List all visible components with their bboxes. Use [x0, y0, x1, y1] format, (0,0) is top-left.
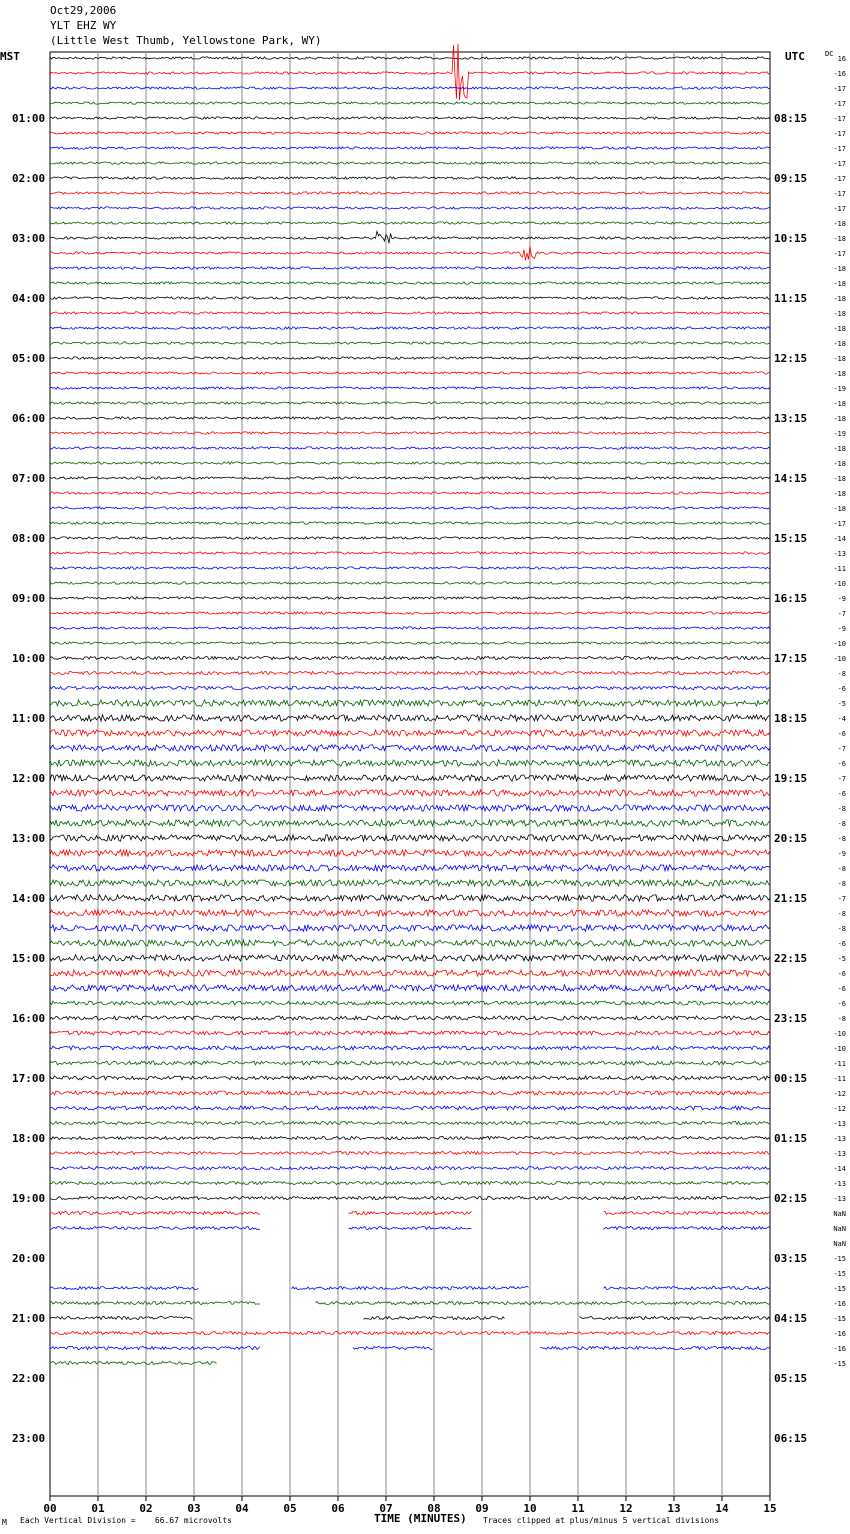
seismic-trace [50, 1061, 770, 1065]
seismic-trace [50, 312, 770, 314]
dc-offset-value: -10 [833, 580, 846, 588]
seismic-trace [50, 387, 770, 389]
seismic-trace [50, 57, 770, 59]
dc-offset-value: -6 [837, 760, 846, 768]
seismic-trace [50, 940, 770, 946]
dc-offset-value: -5 [837, 700, 846, 708]
right-hour-label: 10:15 [774, 232, 808, 245]
seismic-trace [50, 985, 770, 991]
x-tick-label: 01 [91, 1502, 105, 1515]
dc-offset-value: -18 [833, 370, 846, 378]
dc-offset-value: -17 [833, 205, 846, 213]
dc-offset-value: -8 [837, 865, 846, 873]
left-hour-label: 13:00 [12, 832, 46, 845]
station-location: (Little West Thumb, Yellowstone Park, WY) [50, 34, 322, 47]
seismic-trace [50, 671, 770, 674]
dc-offset-value: -17 [833, 130, 846, 138]
dc-offset-value: -9 [837, 625, 846, 633]
dc-offset-value: -18 [833, 355, 846, 363]
x-tick-label: 06 [331, 1502, 345, 1515]
dc-offset-value: -18 [833, 415, 846, 423]
seismic-trace [50, 1106, 770, 1110]
right-hour-label: 02:15 [774, 1192, 808, 1205]
seismic-trace [50, 805, 770, 811]
dc-offset-value: -16 [833, 1300, 846, 1308]
dc-offset-value: -13 [833, 1180, 846, 1188]
left-hour-label: 12:00 [12, 772, 46, 785]
dc-offset-value: -18 [833, 505, 846, 513]
left-hour-label: 01:00 [12, 112, 46, 125]
dc-offset-value: -7 [837, 745, 846, 753]
seismic-trace [50, 357, 770, 359]
x-tick-label: 10 [523, 1502, 537, 1515]
left-hour-label: 16:00 [12, 1012, 46, 1025]
x-tick-label: 08 [427, 1502, 441, 1515]
seismic-trace [50, 417, 770, 419]
dc-offset-value: -16 [833, 70, 846, 78]
dc-offset-value: -14 [833, 1165, 846, 1173]
dc-offset-value: -18 [833, 400, 846, 408]
dc-offset-value: -18 [833, 265, 846, 273]
dc-offset-value: -13 [833, 1150, 846, 1158]
dc-offset-value: -18 [833, 220, 846, 228]
station-code: YLT EHZ WY [50, 19, 117, 32]
dc-offset-value: -13 [833, 1120, 846, 1128]
left-hour-label: 03:00 [12, 232, 46, 245]
dc-offset-value: -6 [837, 730, 846, 738]
seismic-trace [50, 1016, 770, 1020]
x-tick-label: 09 [475, 1502, 489, 1515]
seismic-trace [50, 132, 770, 134]
left-hour-label: 14:00 [12, 892, 46, 905]
dc-offset-value: -8 [837, 835, 846, 843]
x-tick-label: 12 [619, 1502, 633, 1515]
dc-offset-value: -6 [837, 685, 846, 693]
seismic-trace [50, 507, 770, 509]
seismic-trace [50, 147, 770, 149]
seismic-trace [50, 880, 770, 886]
left-hour-label: 21:00 [12, 1312, 46, 1325]
dc-offset-value: -18 [833, 340, 846, 348]
seismic-trace [50, 327, 770, 329]
left-hour-label: 09:00 [12, 592, 46, 605]
record-date: Oct29,2006 [50, 4, 117, 17]
dc-offset-value: -17 [833, 145, 846, 153]
x-tick-label: 15 [763, 1502, 777, 1515]
seismic-trace [50, 1151, 770, 1154]
corner-mark: M [2, 1518, 7, 1527]
seismic-trace [50, 1196, 770, 1199]
dc-offset-value: -8 [837, 805, 846, 813]
x-tick-label: 14 [715, 1502, 729, 1515]
seismic-trace [50, 102, 770, 104]
dc-offset-value: -7 [837, 610, 846, 618]
left-hour-label: 22:00 [12, 1372, 46, 1385]
right-hour-label: 14:15 [774, 472, 808, 485]
dc-offset-value: -18 [833, 295, 846, 303]
seismic-trace [50, 730, 770, 736]
dc-offset-value: -9 [837, 850, 846, 858]
seismic-trace [50, 1121, 770, 1124]
left-hour-label: 02:00 [12, 172, 46, 185]
vertical-scale-note: Each Vertical Division = 66.67 microvolts [20, 1516, 232, 1525]
seismic-trace [50, 597, 770, 599]
seismic-trace [50, 1331, 770, 1334]
x-tick-label: 03 [187, 1502, 201, 1515]
left-hour-label: 18:00 [12, 1132, 46, 1145]
right-hour-label: 03:15 [774, 1252, 808, 1265]
seismic-trace [50, 715, 770, 721]
seismic-trace [50, 850, 770, 856]
seismic-trace [50, 970, 770, 976]
dc-offset-value: -18 [833, 475, 846, 483]
dc-offset-value: -8 [837, 910, 846, 918]
dc-offset-value: -17 [833, 190, 846, 198]
x-tick-label: 07 [379, 1502, 393, 1515]
seismic-trace [50, 1046, 770, 1050]
seismic-trace [50, 372, 770, 374]
dc-offset-value: -18 [833, 490, 846, 498]
x-tick-label: 13 [667, 1502, 681, 1515]
dc-offset-value: -9 [837, 595, 846, 603]
dc-offset-value: -8 [837, 1015, 846, 1023]
dc-offset-value: -15 [833, 1360, 846, 1368]
right-hour-label: 00:15 [774, 1072, 808, 1085]
seismic-trace [50, 686, 770, 689]
seismic-trace [50, 642, 770, 644]
seismic-trace [50, 297, 770, 299]
dc-offset-value: -17 [833, 520, 846, 528]
dc-offset-value: -15 [833, 1285, 846, 1293]
seismic-trace [50, 955, 770, 961]
left-hour-label: 06:00 [12, 412, 46, 425]
seismic-trace [50, 925, 770, 931]
right-hour-label: 11:15 [774, 292, 808, 305]
seismic-trace [50, 1316, 770, 1319]
dc-offset-value: -16 [833, 1345, 846, 1353]
seismic-trace [50, 162, 770, 164]
dc-offset-value: -7 [837, 895, 846, 903]
seismic-trace [50, 87, 770, 89]
dc-offset-value: -13 [833, 1195, 846, 1203]
seismic-trace [50, 1361, 217, 1364]
left-hour-label: 19:00 [12, 1192, 46, 1205]
seismic-trace [50, 192, 770, 194]
seismic-trace [50, 865, 770, 871]
seismic-trace [50, 1031, 770, 1035]
seismic-trace [50, 775, 770, 781]
dc-offset-value: -4 [837, 715, 846, 723]
seismic-trace [50, 790, 770, 796]
dc-offset-value: -18 [833, 460, 846, 468]
seismic-trace [50, 177, 770, 179]
dc-offset-value: -17 [833, 85, 846, 93]
seismic-trace [50, 1136, 770, 1139]
right-hour-label: 15:15 [774, 532, 808, 545]
left-hour-label: 15:00 [12, 952, 46, 965]
dc-offset-header: DC [825, 50, 834, 58]
dc-offset-value: -19 [833, 430, 846, 438]
dc-offset-value: -17 [833, 175, 846, 183]
dc-offset-value: -17 [833, 250, 846, 258]
seismic-trace [50, 282, 770, 284]
dc-offset-value: -13 [833, 550, 846, 558]
right-hour-label: 23:15 [774, 1012, 808, 1025]
seismic-trace [50, 835, 770, 841]
seismic-trace [50, 1226, 770, 1229]
dc-offset-value: -12 [833, 1090, 846, 1098]
seismic-trace [50, 627, 770, 629]
right-hour-label: 18:15 [774, 712, 808, 725]
dc-offset-value: -11 [833, 1075, 846, 1083]
x-axis-label: TIME (MINUTES) [374, 1512, 467, 1525]
dc-offset-value: -6 [837, 1000, 846, 1008]
seismic-trace [50, 582, 770, 584]
seismic-trace [50, 910, 770, 916]
x-tick-label: 11 [571, 1502, 585, 1515]
right-timezone-label: UTC [785, 50, 805, 63]
seismic-trace [50, 1301, 770, 1304]
x-tick-label: 04 [235, 1502, 249, 1515]
seismic-trace [50, 895, 770, 901]
dc-offset-value: -18 [833, 310, 846, 318]
right-hour-label: 01:15 [774, 1132, 808, 1145]
dc-offset-value: -18 [833, 235, 846, 243]
right-hour-label: 22:15 [774, 952, 808, 965]
seismic-trace [50, 656, 770, 659]
dc-offset-value: -18 [833, 445, 846, 453]
left-hour-label: 17:00 [12, 1072, 46, 1085]
seismic-trace [50, 567, 770, 569]
x-tick-label: 05 [283, 1502, 297, 1515]
seismic-trace [50, 745, 770, 751]
left-hour-label: 04:00 [12, 292, 46, 305]
left-hour-label: 23:00 [12, 1432, 46, 1445]
right-hour-label: 04:15 [774, 1312, 808, 1325]
dc-offset-value: -8 [837, 670, 846, 678]
right-hour-label: 12:15 [774, 352, 808, 365]
dc-offset-value: NaN [833, 1240, 846, 1248]
right-hour-label: 13:15 [774, 412, 808, 425]
dc-offset-value: -19 [833, 385, 846, 393]
dc-offset-value: -15 [833, 1270, 846, 1278]
seismic-trace [50, 1091, 770, 1095]
dc-offset-value: -13 [833, 1135, 846, 1143]
dc-offset-value: -8 [837, 880, 846, 888]
dc-offset-value: NaN [833, 1210, 846, 1218]
dc-offset-value: -6 [837, 790, 846, 798]
dc-offset-value: -5 [837, 955, 846, 963]
seismic-trace [50, 1181, 770, 1184]
right-hour-label: 06:15 [774, 1432, 808, 1445]
seismic-trace [50, 760, 770, 766]
seismic-trace [50, 207, 770, 209]
seismic-trace [50, 1346, 770, 1349]
dc-offset-value: -17 [833, 160, 846, 168]
clipping-note: Traces clipped at plus/minus 5 vertical divisions [483, 1516, 720, 1525]
dc-offset-value: -18 [833, 325, 846, 333]
dc-offset-value: -7 [837, 775, 846, 783]
seismic-trace [50, 1286, 770, 1289]
right-hour-label: 17:15 [774, 652, 808, 665]
left-hour-label: 11:00 [12, 712, 46, 725]
seismic-trace [50, 222, 770, 224]
seismic-trace [50, 342, 770, 344]
seismic-trace [50, 492, 770, 494]
right-hour-label: 20:15 [774, 832, 808, 845]
left-hour-label: 10:00 [12, 652, 46, 665]
seismic-trace [50, 477, 770, 479]
seismic-trace [50, 432, 770, 434]
dc-offset-value: NaN [833, 1225, 846, 1233]
right-hour-label: 16:15 [774, 592, 808, 605]
dc-offset-value: -8 [837, 925, 846, 933]
right-hour-label: 19:15 [774, 772, 808, 785]
dc-offset-value: -10 [833, 655, 846, 663]
dc-offset-value: -11 [833, 1060, 846, 1068]
right-hour-label: 09:15 [774, 172, 808, 185]
seismic-trace [50, 267, 770, 269]
x-tick-label: 00 [43, 1502, 57, 1515]
seismic-trace [50, 537, 770, 539]
seismic-trace [50, 612, 770, 614]
left-hour-label: 08:00 [12, 532, 46, 545]
dc-offset-value: -10 [833, 1030, 846, 1038]
dc-offset-value: -6 [837, 940, 846, 948]
seismic-trace [50, 462, 770, 464]
dc-offset-value: -15 [833, 1255, 846, 1263]
dc-offset-value: -15 [833, 1315, 846, 1323]
seismic-trace [50, 447, 770, 449]
dc-offset-value: 16 [837, 55, 846, 63]
dc-offset-value: -12 [833, 1105, 846, 1113]
left-hour-label: 07:00 [12, 472, 46, 485]
dc-offset-value: -6 [837, 985, 846, 993]
dc-offset-value: -10 [833, 1045, 846, 1053]
right-hour-label: 21:15 [774, 892, 808, 905]
dc-offset-value: -16 [833, 1330, 846, 1338]
seismic-trace [50, 1166, 770, 1169]
seismic-trace [50, 246, 770, 260]
seismic-trace [50, 552, 770, 554]
dc-offset-value: -17 [833, 115, 846, 123]
dc-offset-value: -14 [833, 535, 846, 543]
seismic-trace [50, 117, 770, 119]
left-hour-label: 05:00 [12, 352, 46, 365]
left-hour-label: 20:00 [12, 1252, 46, 1265]
seismic-trace [50, 1211, 770, 1214]
seismic-trace [50, 402, 770, 404]
dc-offset-value: -8 [837, 820, 846, 828]
seismic-trace [50, 1001, 770, 1005]
right-hour-label: 05:15 [774, 1372, 808, 1385]
dc-offset-value: -17 [833, 100, 846, 108]
right-hour-label: 08:15 [774, 112, 808, 125]
dc-offset-value: -11 [833, 565, 846, 573]
x-tick-label: 02 [139, 1502, 153, 1515]
seismic-trace [50, 522, 770, 524]
dc-offset-value: -6 [837, 970, 846, 978]
left-timezone-label: MST [0, 50, 20, 63]
dc-offset-value: -10 [833, 640, 846, 648]
dc-offset-value: -18 [833, 280, 846, 288]
seismic-trace [50, 700, 770, 706]
seismic-trace [50, 820, 770, 826]
seismic-trace [50, 1076, 770, 1080]
seismic-trace [50, 231, 770, 243]
